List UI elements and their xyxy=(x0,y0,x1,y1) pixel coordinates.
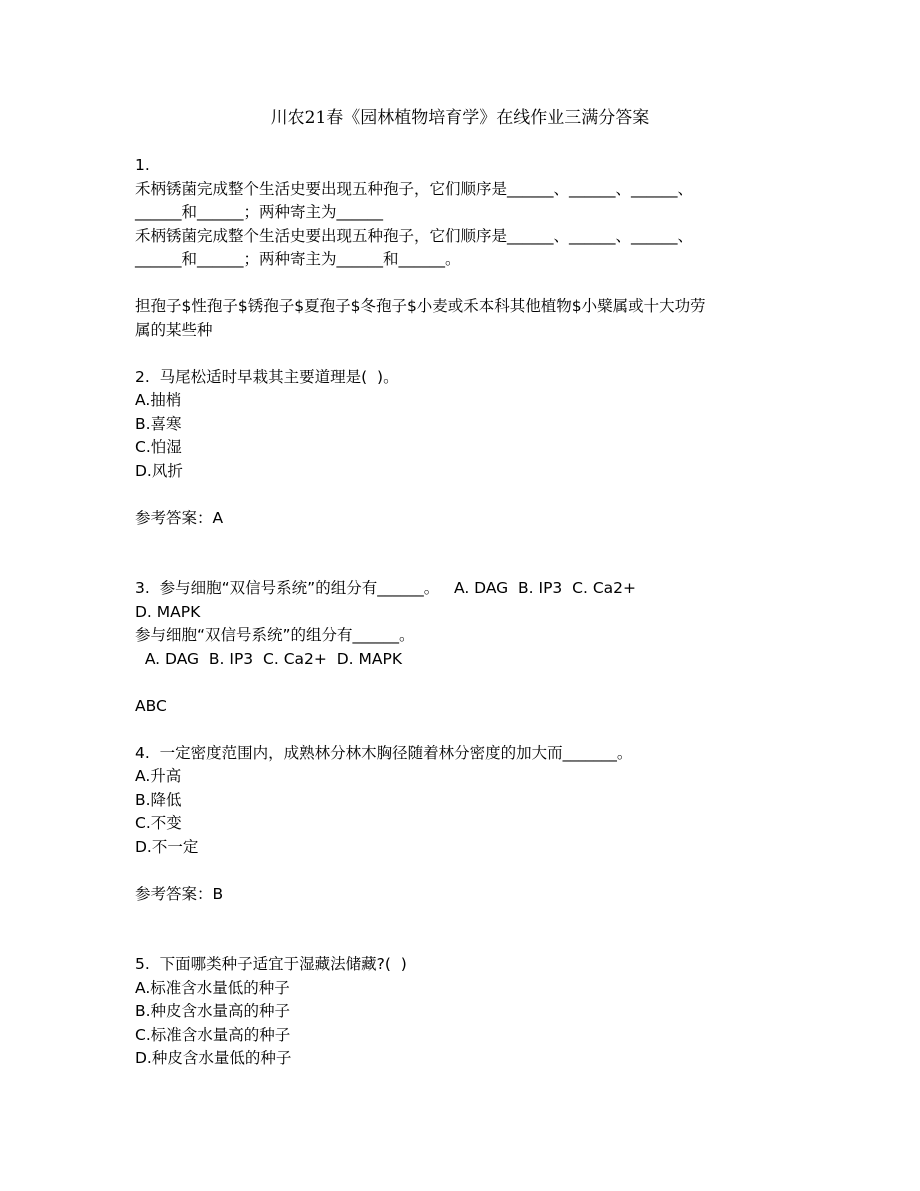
question-2 xyxy=(135,366,795,531)
option-b: B.降低 xyxy=(135,790,182,809)
question-text: D. MAPK xyxy=(135,602,201,621)
question-text: ______和______；两种寄主为______ xyxy=(135,203,384,221)
question-text: 禾柄锈菌完成整个生活史要出现五种孢子，它们顺序是______、______、______、 xyxy=(135,179,694,198)
reference-answer: 参考答案：B xyxy=(135,884,224,903)
option-d: D.种皮含水量低的种子 xyxy=(135,1049,292,1067)
question-text: 3. 参与细胞“双信号系统”的组分有______。 A. DAG B. IP3 C. Ca2+ xyxy=(135,579,636,597)
option-c: C.不变 xyxy=(135,814,182,832)
document-title: 川农21春《园林植物培育学》在线作业三满分答案 xyxy=(270,108,650,128)
option-c: C.怕湿 xyxy=(135,438,182,456)
question-stem: 4. 一定密度范围内，成熟林分林木胸径随着林分密度的加大而_______。 xyxy=(135,743,633,762)
option-d: D.风折 xyxy=(135,461,183,480)
question-4 xyxy=(135,742,795,907)
question-3 xyxy=(135,577,795,718)
option-a: A.抽梢 xyxy=(135,391,182,409)
option-b: B.种皮含水量高的种子 xyxy=(135,1002,291,1020)
option-d: D.不一定 xyxy=(135,837,199,856)
question-stem: 2. 马尾松适时早栽其主要道理是( )。 xyxy=(135,367,399,386)
question-stem: 5. 下面哪类种子适宜于湿藏法储藏?( ) xyxy=(135,955,407,973)
question-text: 参与细胞“双信号系统”的组分有______。 xyxy=(135,626,415,644)
question-5 xyxy=(135,953,795,1071)
question-1 xyxy=(135,154,795,342)
question-text: 禾柄锈菌完成整个生活史要出现五种孢子，它们顺序是______、______、______、 xyxy=(135,226,694,245)
reference-answer: 参考答案：A xyxy=(135,508,224,527)
question-text: A. DAG B. IP3 C. Ca2+ D. MAPK xyxy=(135,649,402,668)
answer-text: 属的某些种 xyxy=(135,320,213,339)
answer-text: ABC xyxy=(135,696,167,715)
document-body xyxy=(135,154,795,1071)
option-b: B.喜寒 xyxy=(135,414,182,433)
answer-text: 担孢子$性孢子$锈孢子$夏孢子$冬孢子$小麦或禾本科其他植物$小檗属或十大功劳 xyxy=(135,297,706,315)
question-number: 1. xyxy=(135,156,150,174)
question-text: ______和______；两种寄主为______和______。 xyxy=(135,250,461,268)
option-a: A.升高 xyxy=(135,767,182,785)
option-a: A.标准含水量低的种子 xyxy=(135,978,290,997)
option-c: C.标准含水量高的种子 xyxy=(135,1025,291,1044)
